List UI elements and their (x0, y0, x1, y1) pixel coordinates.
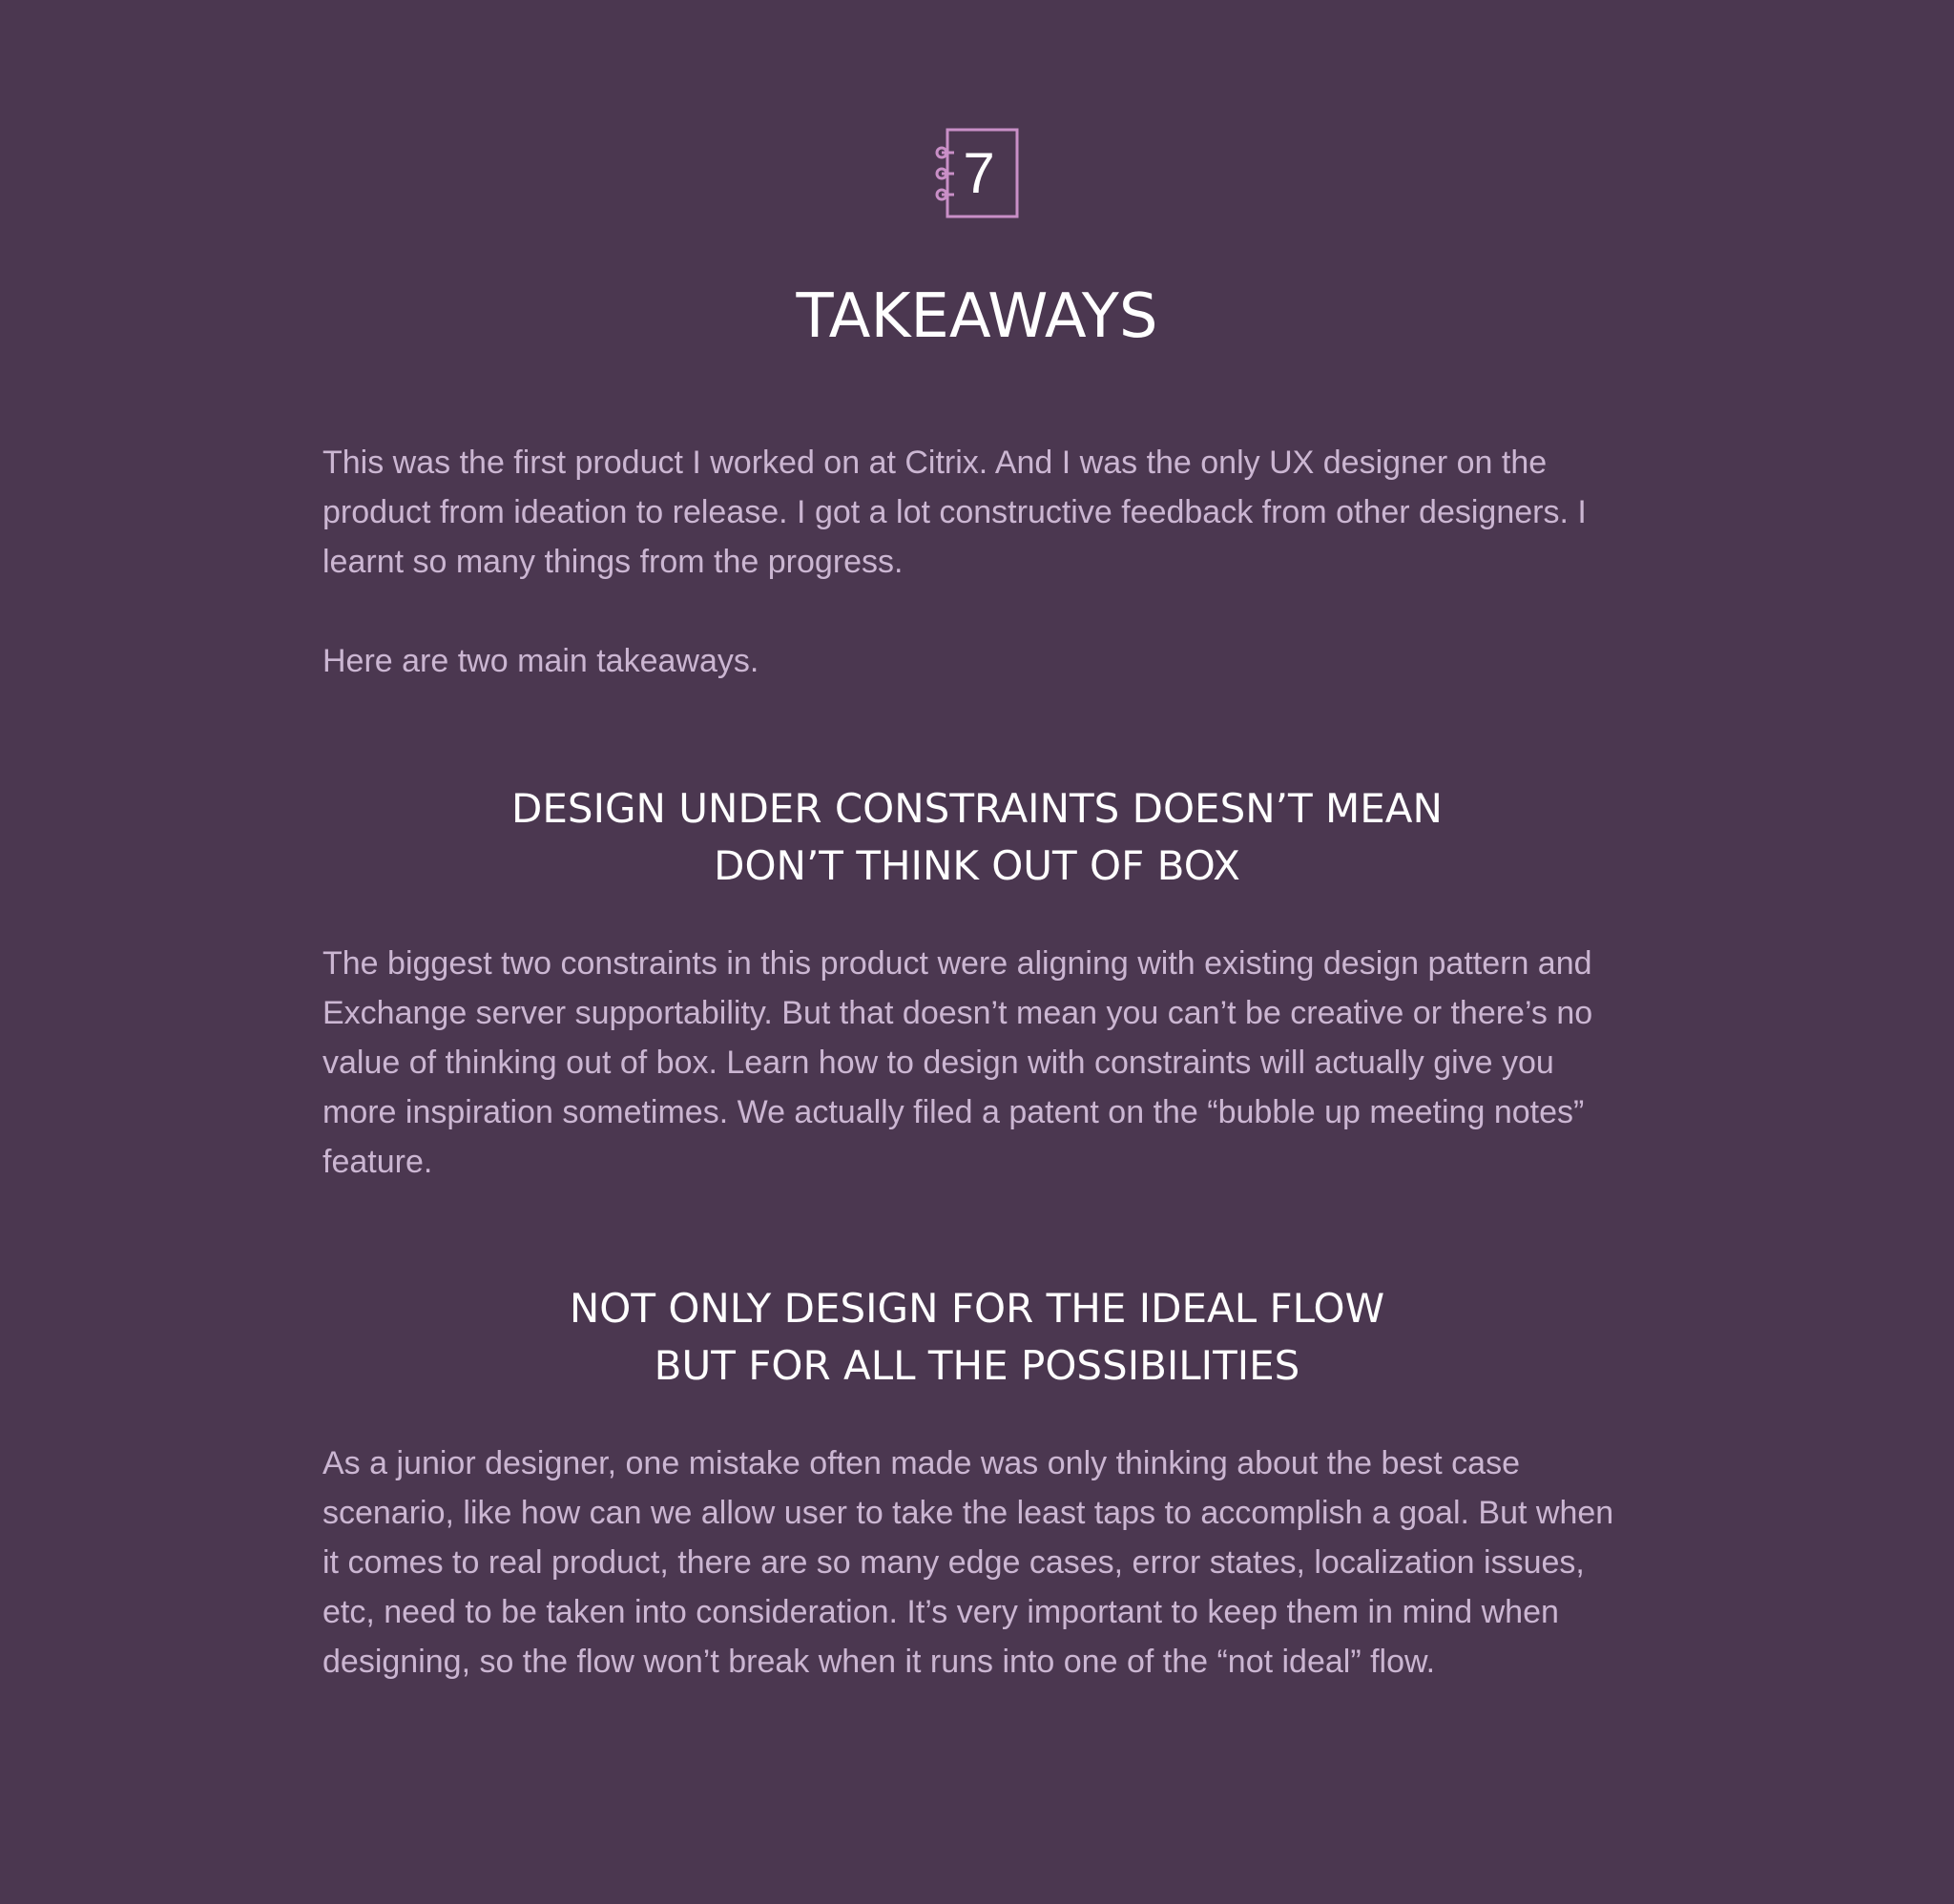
intro-summary: Here are two main takeaways. (322, 643, 759, 679)
takeaway-body-ideal-flow: As a junior designer, one mistake often made was only thinking about the best case scenario, like how can we allow user to take the least taps to accomplish a goal. But when it comes to real product, there are so many edge cases, error states, localization issues, etc, need to be taken into consideration. It’s very important to keep them in mind when designing, so the flow won’t break when it runs into one of the “not ideal” flow. (322, 1445, 1614, 1680)
section-number-badge (933, 128, 1021, 219)
page-title: TAKEAWAYS (796, 281, 1158, 352)
takeaway-heading-line: NOT ONLY DESIGN FOR THE IDEAL FLOW (569, 1285, 1385, 1332)
takeaway-body-constraints: The biggest two constraints in this product were aligning with existing design pattern and Exchange server supportability. But that doesn’t mean you can’t be creative or there’s no value of thinking out of box. Learn how to design with constraints will actually give you more inspiration sometimes. We actually filed a patent on the “bubble up meeting notes” feature. (322, 945, 1593, 1180)
takeaway-heading-constraints (0, 780, 1954, 895)
takeaway-heading-ideal-flow (0, 1280, 1954, 1395)
intro-paragraph: This was the first product I worked on at Citrix. And I was the only UX designer on the product from ideation to release. I got a lot constructive feedback from other designers. I learnt so many things from the progress. (322, 445, 1587, 580)
takeaway-heading-line: DON’T THINK OUT OF BOX (714, 842, 1240, 889)
takeaway-heading-line: BUT FOR ALL THE POSSIBILITIES (654, 1342, 1300, 1389)
takeaway-heading-line: DESIGN UNDER CONSTRAINTS DOESN’T MEAN (511, 785, 1443, 832)
section-number: 7 (963, 141, 995, 205)
